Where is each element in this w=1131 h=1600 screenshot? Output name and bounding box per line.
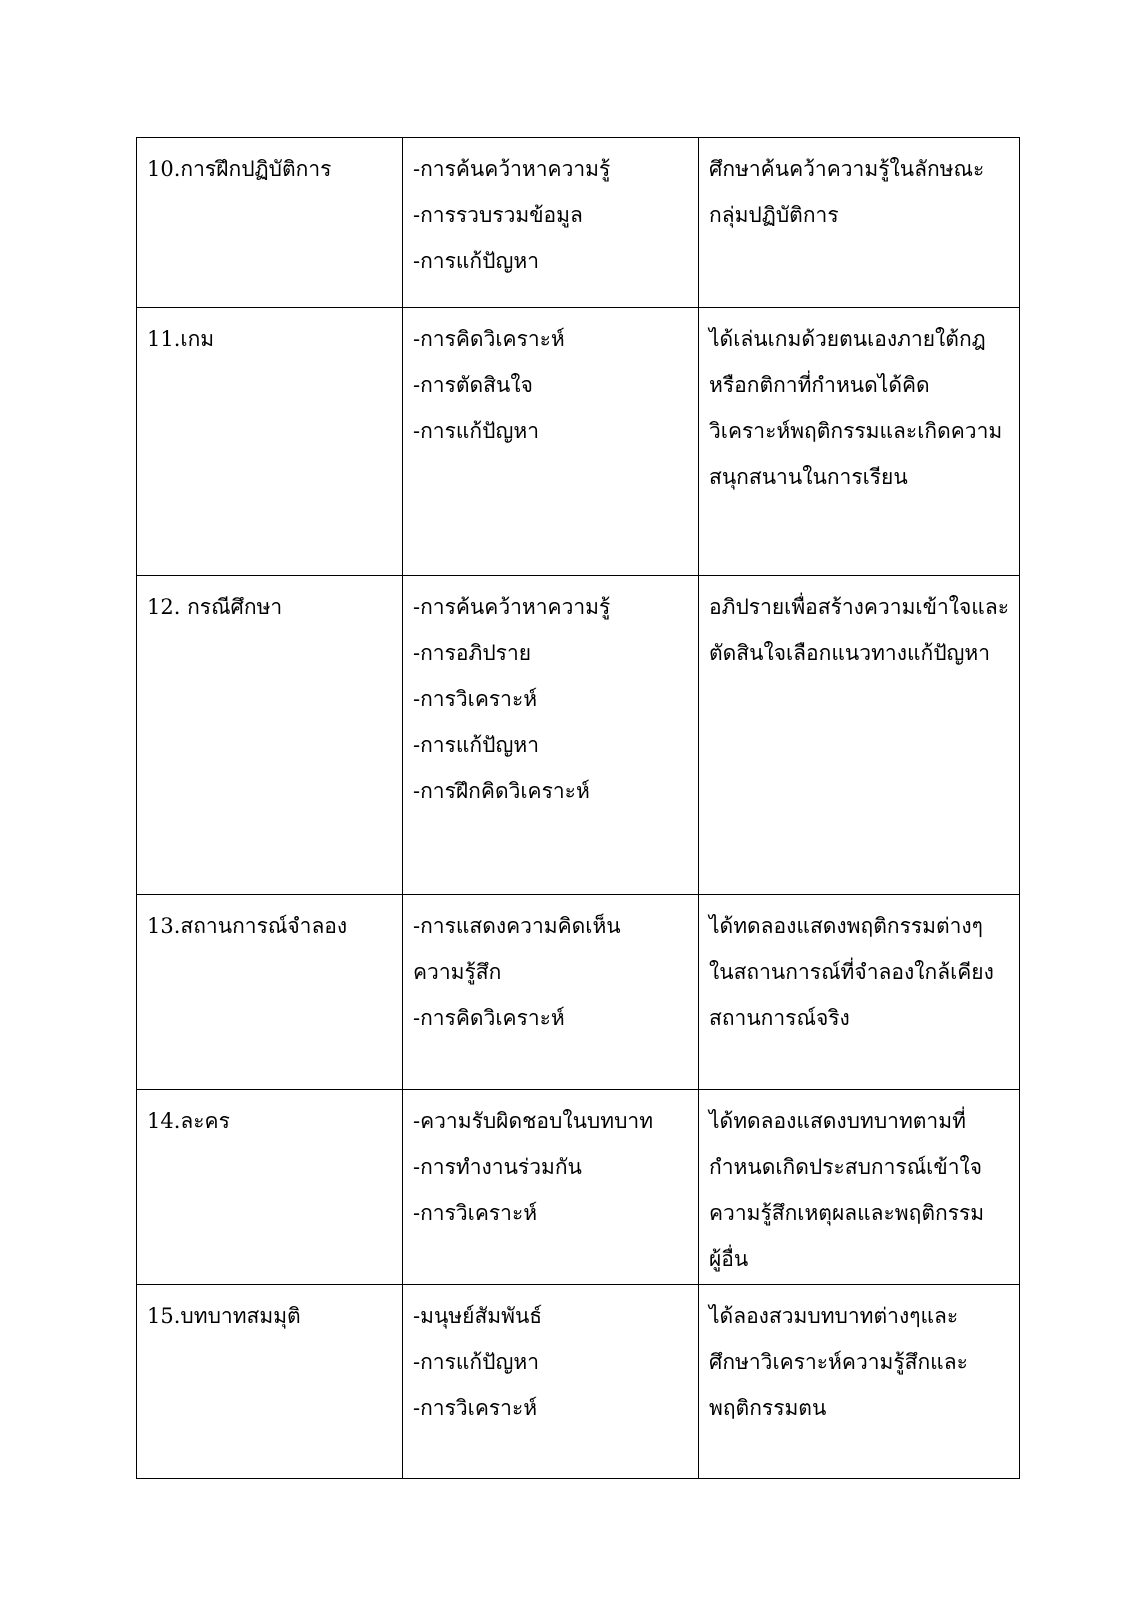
description-cell xyxy=(699,1090,1020,1285)
method-name: 15.บทบาทสมมุติ xyxy=(147,1304,301,1328)
skill-item: -มนุษย์สัมพันธ์ xyxy=(413,1304,543,1328)
description-line: ได้ทดลองแสดงบทบาทตามที่ xyxy=(709,1109,966,1133)
method-name: 10.การฝึกปฏิบัติการ xyxy=(147,157,332,181)
description-line: ผู้อื่น xyxy=(709,1247,749,1271)
description-line: ได้ทดลองแสดงพฤติกรรมต่างๆ xyxy=(709,914,983,938)
skills-cell xyxy=(403,1285,699,1479)
description-line: อภิปรายเพื่อสร้างความเข้าใจและ xyxy=(709,595,1009,619)
skills-cell xyxy=(403,576,699,895)
skills-cell xyxy=(403,1090,699,1285)
method-name: 12. กรณีศึกษา xyxy=(147,595,283,619)
method-cell xyxy=(137,895,403,1090)
description-cell xyxy=(699,138,1020,308)
skill-item: ความรู้สึก xyxy=(413,960,502,984)
description-line: สถานการณ์จริง xyxy=(709,1006,850,1030)
skill-item: -การทำงานร่วมกัน xyxy=(413,1155,582,1179)
description-line: ความรู้สึกเหตุผลและพฤติกรรม xyxy=(709,1201,985,1225)
skills-cell xyxy=(403,308,699,576)
method-name: 11.เกม xyxy=(147,327,215,351)
skill-item: -การฝึกคิดวิเคราะห์ xyxy=(413,779,590,803)
description-line: ได้ลองสวมบทบาทต่างๆและ xyxy=(709,1304,959,1328)
description-cell xyxy=(699,576,1020,895)
skill-item: -การตัดสินใจ xyxy=(413,373,533,397)
skills-cell xyxy=(403,138,699,308)
description-line: ตัดสินใจเลือกแนวทางแก้ปัญหา xyxy=(709,641,991,665)
description-line: ในสถานการณ์ที่จำลองใกล้เคียง xyxy=(709,960,994,984)
teaching-methods-table xyxy=(136,137,1020,1479)
skills-cell xyxy=(403,895,699,1090)
skill-item: -การอภิปราย xyxy=(413,641,532,665)
table-row xyxy=(137,895,1020,1090)
description-cell xyxy=(699,308,1020,576)
description-cell xyxy=(699,1285,1020,1479)
method-cell xyxy=(137,308,403,576)
table-row xyxy=(137,308,1020,576)
method-cell xyxy=(137,1285,403,1479)
description-line: หรือกติกาที่กำหนดได้คิด xyxy=(709,373,930,397)
skill-item: -การคิดวิเคราะห์ xyxy=(413,1006,565,1030)
method-name: 13.สถานการณ์จำลอง xyxy=(147,914,348,938)
description-line: ศึกษาวิเคราะห์ความรู้สึกและ xyxy=(709,1350,968,1374)
description-line: ได้เล่นเกมด้วยตนเองภายใต้กฎ xyxy=(709,327,986,351)
method-cell xyxy=(137,138,403,308)
description-line: กำหนดเกิดประสบการณ์เข้าใจ xyxy=(709,1155,983,1179)
description-line: วิเคราะห์พฤติกรรมและเกิดความ xyxy=(709,419,1003,443)
description-line: กลุ่มปฏิบัติการ xyxy=(709,203,839,227)
table-row xyxy=(137,1285,1020,1479)
skill-item: -การแสดงความคิดเห็น xyxy=(413,914,621,938)
skill-item: -การแก้ปัญหา xyxy=(413,1350,539,1374)
skill-item: -การแก้ปัญหา xyxy=(413,419,539,443)
table-row xyxy=(137,138,1020,308)
method-cell xyxy=(137,576,403,895)
description-cell xyxy=(699,895,1020,1090)
skill-item: -การแก้ปัญหา xyxy=(413,733,539,757)
skill-item: -ความรับผิดชอบในบทบาท xyxy=(413,1109,654,1133)
description-line: ศึกษาค้นคว้าความรู้ในลักษณะ xyxy=(709,157,985,181)
table-row xyxy=(137,1090,1020,1285)
skill-item: -การวิเคราะห์ xyxy=(413,1396,538,1420)
method-cell xyxy=(137,1090,403,1285)
method-name: 14.ละคร xyxy=(147,1109,230,1133)
skill-item: -การวิเคราะห์ xyxy=(413,687,538,711)
skill-item: -การรวบรวมข้อมูล xyxy=(413,203,583,227)
skill-item: -การค้นคว้าหาความรู้ xyxy=(413,595,611,619)
skill-item: -การค้นคว้าหาความรู้ xyxy=(413,157,611,181)
skill-item: -การแก้ปัญหา xyxy=(413,249,539,273)
description-line: พฤติกรรมตน xyxy=(709,1396,827,1420)
skill-item: -การวิเคราะห์ xyxy=(413,1201,538,1225)
description-line: สนุกสนานในการเรียน xyxy=(709,465,908,489)
skill-item: -การคิดวิเคราะห์ xyxy=(413,327,565,351)
table-row xyxy=(137,576,1020,895)
